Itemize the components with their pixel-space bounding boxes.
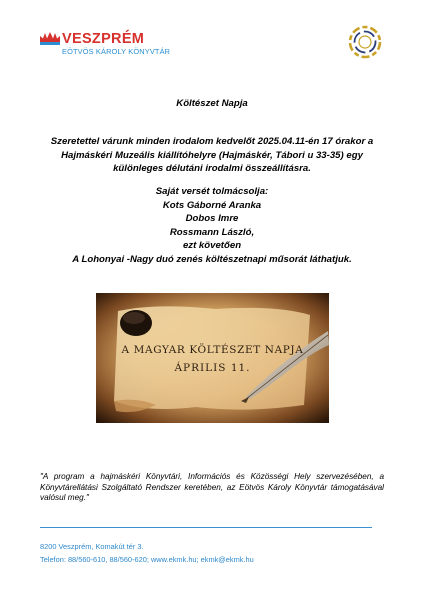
- logo-subtitle: EÖTVÖS KÁROLY KÖNYVTÁR: [62, 47, 171, 56]
- footer-divider: [40, 527, 372, 528]
- performers-block: [40, 185, 384, 266]
- parchment-background: [96, 293, 329, 423]
- castle-crown-icon: [40, 32, 60, 45]
- invitation-line: Hajmáskéri Muzeális kiállítóhelyre (Hajmáskér, Tábori u 33-35) egy: [61, 149, 363, 161]
- performer-name: Dobos Imre: [185, 213, 239, 224]
- invitation-line: különleges délutáni irodalmi összeállításra.: [113, 163, 311, 174]
- performer-name: Rossmann László,: [169, 226, 255, 238]
- footer-contact: Telefon: 88/560-610, 88/560-620; www.ekmk.hu; ekmk@ekmk.hu: [40, 554, 254, 564]
- page-header: [0, 0, 424, 70]
- program-sponsor-note: [40, 472, 384, 504]
- sponsor-note-text: "A program a hajmáskéri Könyvtári, Információs és Közösségi Hely szervezésében, a Könyvtárellátási Szolgáltató Rendszer keretében, az Eötvös Károly Könyvtár támogatásával valósul meg.": [40, 472, 384, 502]
- circular-emblem-icon: [348, 25, 382, 59]
- logo-title: VESZPRÉM: [62, 31, 145, 47]
- page-title: Költészet Napja: [176, 98, 248, 109]
- duo-performance-text: A Lohonyai -Nagy duó zenés költészetnapi műsorát láthatjuk.: [72, 253, 352, 265]
- poster-date: ÁPRILIS 11.: [174, 362, 251, 374]
- performers-heading: Saját versét tolmácsolja:: [155, 186, 269, 197]
- invitation-text: [40, 135, 384, 176]
- poster-title: A MAGYAR KÖLTÉSZET NAPJA: [121, 344, 304, 356]
- performer-name: Kots Gáborné Aranka: [162, 199, 262, 211]
- library-logo: [40, 30, 170, 60]
- page-footer: [40, 541, 384, 566]
- followup-text: ezt követően: [182, 240, 242, 251]
- invitation-line: Szeretettel várunk minden irodalom kedvelőt 2025.04.11-én 17 órakor a: [50, 136, 374, 147]
- poetry-day-poster: [96, 293, 329, 423]
- footer-address: 8200 Veszprém, Komakút tér 3.: [40, 542, 144, 551]
